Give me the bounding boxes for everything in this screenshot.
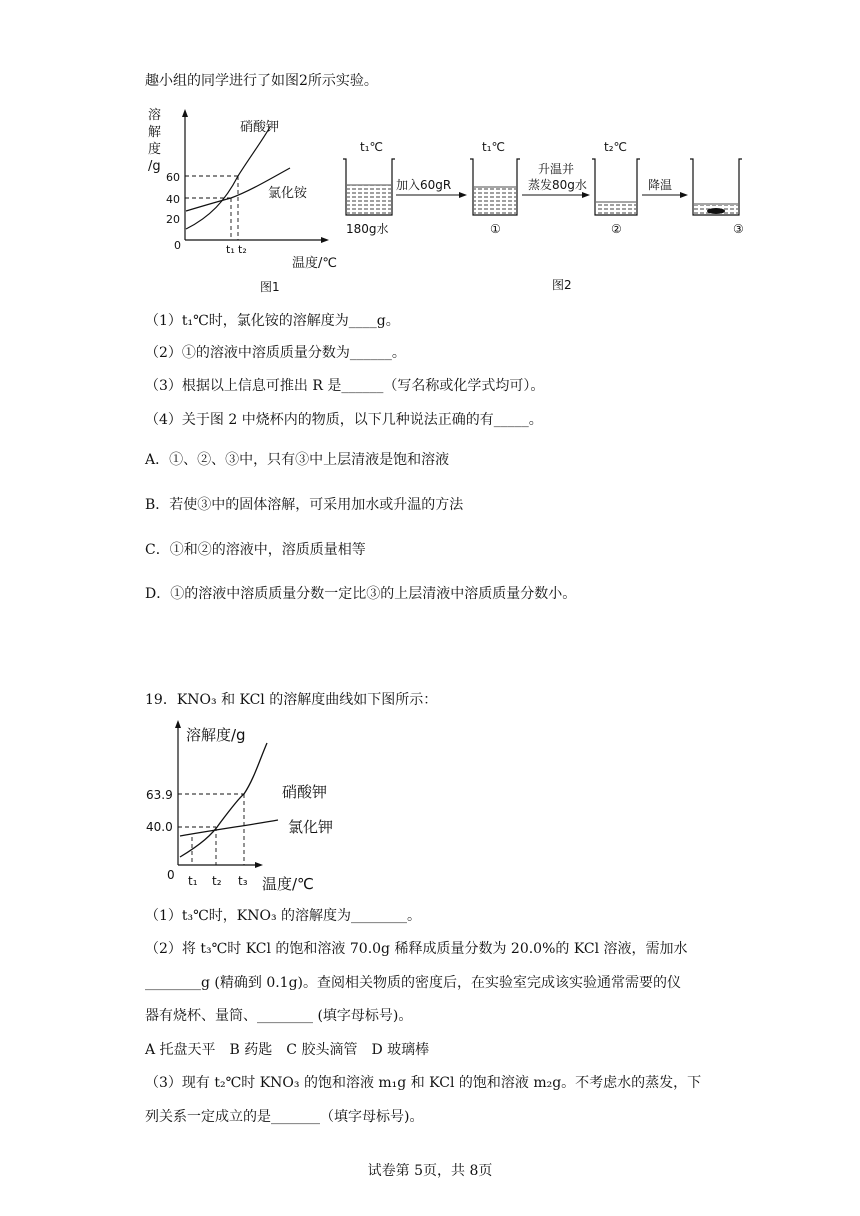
q19-curve-label-kno3: 硝酸钾	[282, 783, 328, 801]
fig2-label-3: ③	[733, 222, 744, 236]
fig1-caption: 图1	[260, 280, 280, 294]
q19-curve-label-kcl: 氯化钾	[288, 818, 334, 836]
fig2-label-2: ②	[611, 222, 622, 236]
fig1-curve-label-kno3: 硝酸钾	[240, 120, 280, 135]
fig1-tick-60: 60	[166, 171, 180, 184]
q18-option-a: A．①、②、③中，只有③中上层清液是饱和溶液	[145, 452, 450, 468]
fig2-temp-start: t₁℃	[360, 140, 383, 154]
q19-tick-zero: 0	[167, 868, 175, 882]
q19-options: A 托盘天平 B 药匙 C 胶头滴管 D 玻璃棒	[145, 1042, 430, 1058]
fig1-tick-40: 40	[166, 193, 180, 206]
q19-tick-t1: t₁	[188, 874, 198, 888]
fig1-xlabel: 温度/℃	[292, 256, 337, 271]
fig1-tick-t1: t₁	[226, 243, 235, 256]
fig2-caption: 图2	[552, 278, 572, 292]
figure-2-experiment	[340, 135, 760, 295]
q19-part3-line1: （3）现有 t₂℃时 KNO₃ 的饱和溶液 m₁g 和 KCl 的饱和溶液 m₂g。不考虑水的蒸发，下	[145, 1075, 702, 1091]
fig1-ylabel-2: 解	[148, 125, 162, 140]
q19-tick-t3: t₃	[238, 874, 248, 888]
fig1-tick-0: 0	[174, 239, 181, 252]
intro-text: 趣小组的同学进行了如图2所示实验。	[145, 73, 378, 89]
fig2-step2b: 蒸发80g水	[528, 178, 587, 192]
fig2-water: 180g水	[346, 222, 389, 236]
figure-q19-solubility-chart	[140, 715, 370, 900]
page-footer: 试卷第 5页，共 8页	[367, 1163, 493, 1179]
q18-option-b: B．若使③中的固体溶解，可采用加水或升温的方法	[145, 497, 464, 513]
fig1-ylabel-1: 溶	[148, 108, 162, 123]
fig2-temp-1: t₁℃	[482, 140, 505, 154]
fig2-step3: 降温	[648, 178, 673, 192]
q19-part3-line2: 列关系一定成立的是_______（填字母标号)。	[145, 1109, 424, 1125]
q19-part2-line1: （2）将 t₃℃时 KCl 的饱和溶液 70.0g 稀释成质量分数为 20.0%的 KCl 溶液，需加水	[145, 941, 688, 957]
fig1-curve-label-nh4cl: 氯化铵	[268, 186, 308, 201]
fig2-step1: 加入60gR	[396, 178, 452, 192]
q18-option-c: C．①和②的溶液中，溶质质量相等	[145, 542, 366, 558]
fig2-step2a: 升温并	[538, 162, 575, 176]
figure-1-solubility-chart	[140, 105, 340, 295]
fig1-ylabel-3: 度	[148, 142, 162, 157]
fig2-temp-2: t₂℃	[604, 140, 627, 154]
fig1-ylabel-4: /g	[148, 159, 161, 174]
q18-part2: （2）①的溶液中溶质质量分数为______。	[145, 345, 406, 361]
q19-tick-t2: t₂	[212, 874, 222, 888]
q18-part3: （3）根据以上信息可推出 R 是______（写名称或化学式均可）。	[145, 378, 545, 394]
q19-part2-line2: ________g (精确到 0.1g)。查阅相关物质的密度后，在实验室完成该实验通常需要的仪	[145, 975, 682, 991]
fig1-tick-20: 20	[166, 213, 180, 226]
q19-title: 19．KNO₃ 和 KCl 的溶解度曲线如下图所示：	[145, 692, 438, 708]
q18-option-d: D．①的溶液中溶质质量分数一定比③的上层清液中溶质质量分数小。	[145, 586, 577, 602]
q19-tick-40-0: 40.0	[146, 820, 173, 834]
fig2-label-1: ①	[490, 222, 501, 236]
q19-ylabel: 溶解度/g	[186, 726, 246, 744]
q19-xlabel: 温度/℃	[262, 875, 314, 893]
q19-part2-line3: 器有烧杯、量筒、________ (填字母标号)。	[145, 1008, 413, 1024]
q19-tick-63-9: 63.9	[146, 788, 173, 802]
fig1-tick-t2: t₂	[238, 243, 247, 256]
q19-part1: （1）t₃℃时，KNO₃ 的溶解度为________。	[145, 908, 422, 924]
q18-part4: （4）关于图 2 中烧杯内的物质，以下几种说法正确的有_____。	[145, 412, 543, 428]
q18-part1: （1）t₁℃时，氯化铵的溶解度为____g。	[145, 313, 400, 329]
